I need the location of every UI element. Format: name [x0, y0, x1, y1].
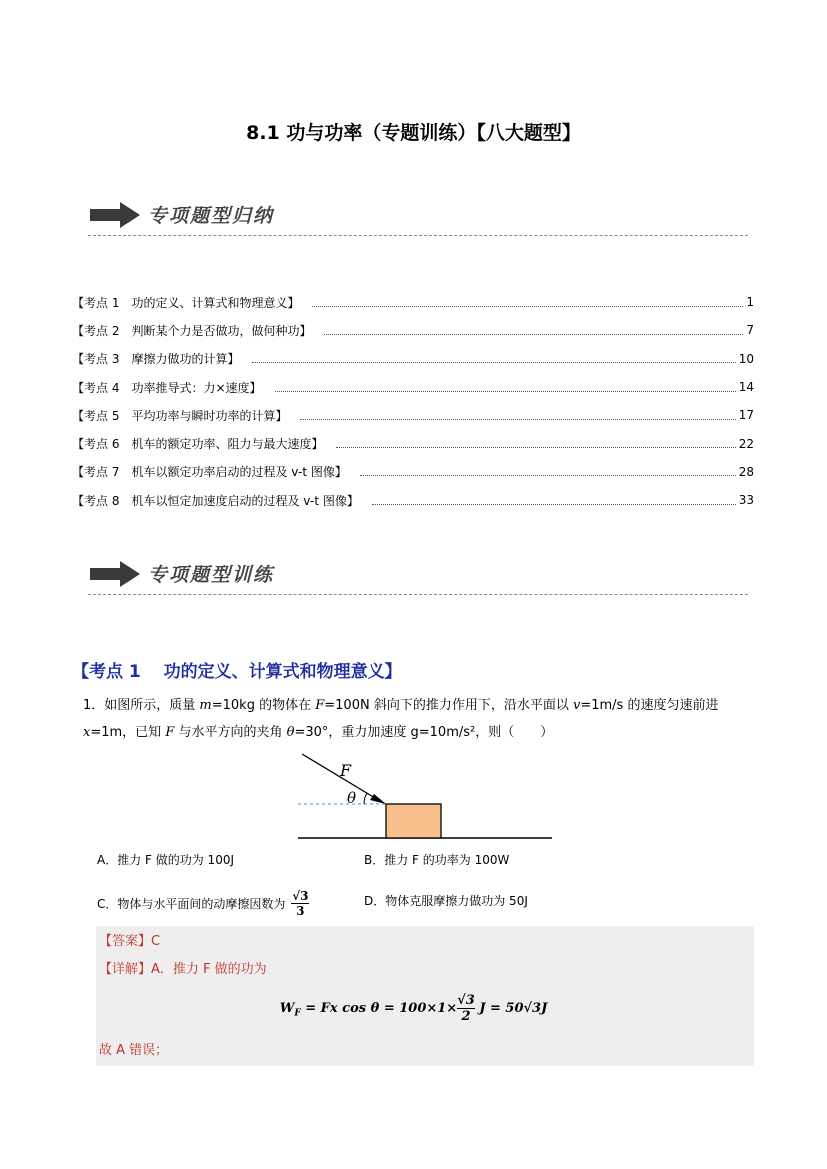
toc-item[interactable]	[72, 401, 754, 429]
toc-leader	[252, 354, 735, 363]
option-b: B．推力 F 的功率为 100W	[364, 853, 510, 867]
toc-item[interactable]	[72, 288, 754, 316]
banner-text: 专项题型归纳	[148, 205, 275, 227]
toc-item[interactable]	[72, 429, 754, 457]
toc-page: 22	[738, 436, 754, 451]
conclusion-line: 故 A 错误；	[99, 1043, 169, 1058]
section-banner-summary	[88, 196, 748, 236]
toc-label: 【考点 7 机车以额定功率启动的过程及 v-t 图像】	[72, 465, 347, 480]
toc-leader	[312, 298, 743, 307]
toc-label: 【考点 5 平均功率与瞬时功率的计算】	[72, 408, 288, 423]
toc-page: 1	[746, 295, 754, 310]
toc-label: 【考点 8 机车以恒定加速度启动的过程及 v-t 图像】	[72, 493, 359, 508]
toc-page: 7	[746, 323, 754, 338]
answer-line: 【答案】C	[99, 934, 161, 949]
option-c: C．物体与水平面间的动摩擦因数为 $\frac{√3}{3}$	[97, 889, 309, 918]
label-F: F	[340, 761, 352, 780]
question-text: 1．如图所示，质量 m=10kg 的物体在 F=100N 斜向下的推力作用下，沿水平面以 v=1m/s 的速度匀速前进 x=1m，已知 F 与水平方向的夹角 θ=30°，重力加速度 g=10m/s²，则（ ）	[83, 698, 719, 740]
toc-leader	[336, 439, 735, 448]
toc-page: 17	[738, 408, 754, 423]
section-banner-training	[88, 555, 748, 595]
toc-label: 【考点 6 机车的额定功率、阻力与最大速度】	[72, 437, 324, 452]
table-of-contents	[72, 288, 754, 514]
toc-item[interactable]	[72, 458, 754, 486]
option-d: D．物体克服摩擦力做功为 50J	[364, 894, 528, 908]
toc-leader	[300, 411, 735, 420]
toc-leader	[275, 383, 736, 392]
toc-item[interactable]	[72, 316, 754, 344]
toc-label: 【考点 1 功的定义、计算式和物理意义】	[72, 295, 300, 310]
force-arrow-icon	[370, 794, 386, 804]
toc-leader	[372, 496, 736, 505]
label-theta: θ	[347, 789, 357, 807]
detail-line: 【详解】A．推力 F 做的功为	[99, 962, 267, 977]
toc-label: 【考点 3 摩擦力做功的计算】	[72, 352, 240, 367]
banner-text: 专项题型训练	[148, 564, 275, 586]
toc-page: 14	[738, 380, 754, 395]
toc-page: 10	[738, 351, 754, 366]
block	[386, 804, 441, 838]
arrow-icon	[88, 559, 142, 589]
angle-arc	[364, 793, 367, 804]
toc-page: 28	[738, 464, 754, 479]
page-title: 8.1 功与功率（专题训练）【八大题型】	[246, 122, 581, 144]
section-heading: 【考点 1 功的定义、计算式和物理意义】	[72, 662, 402, 682]
toc-item[interactable]	[72, 486, 754, 514]
work-formula: $W_F = Fx$ cos θ = 100×1× $\frac{√3}{2}$ J = 50√3J	[279, 993, 548, 1024]
physics-figure	[290, 746, 560, 842]
arrow-icon	[88, 200, 142, 230]
toc-page: 33	[738, 493, 754, 508]
toc-item[interactable]	[72, 345, 754, 373]
toc-label: 【考点 4 功率推导式：力×速度】	[72, 380, 262, 395]
toc-item[interactable]	[72, 373, 754, 401]
toc-leader	[360, 467, 736, 476]
toc-label: 【考点 2 判断某个力是否做功，做何种功】	[72, 323, 312, 338]
toc-leader	[324, 326, 743, 335]
option-a: A．推力 F 做的功为 100J	[97, 853, 234, 867]
